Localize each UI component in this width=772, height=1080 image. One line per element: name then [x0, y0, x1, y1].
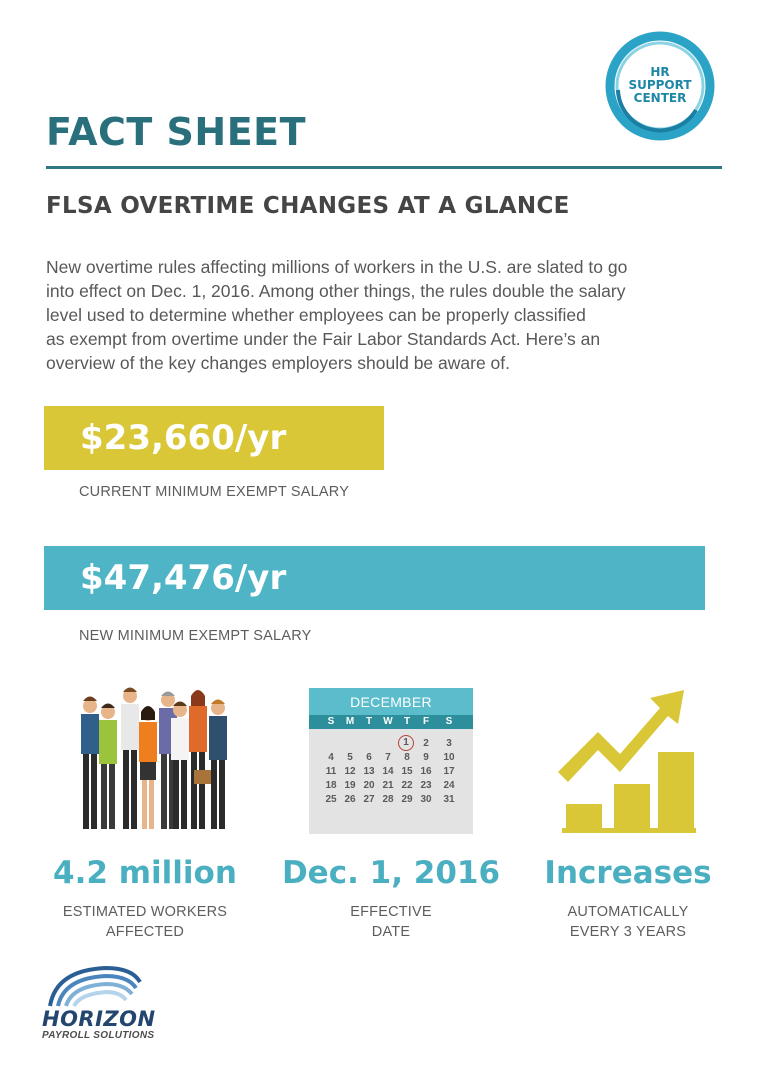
calendar-day: 3 — [446, 738, 452, 749]
intro-line: New overtime rules affecting millions of workers in the U.S. are slated to go — [46, 257, 628, 277]
calendar-day: 8 — [404, 752, 410, 763]
current-salary-amount — [80, 418, 286, 458]
title-divider — [46, 166, 722, 169]
label-line: AUTOMATICALLY — [567, 904, 689, 920]
worker-figure — [189, 690, 212, 829]
intro-line: overview of the key changes employers should be aware of. — [46, 353, 511, 373]
calendar-day: 23 — [420, 780, 432, 791]
calendar-day: 7 — [385, 752, 391, 763]
calendar-day: 15 — [401, 766, 413, 777]
calendar-month: DECEMBER — [309, 688, 473, 715]
calendar-day: 24 — [443, 780, 455, 791]
calendar-day: 13 — [363, 766, 375, 777]
increases-value: Increases — [544, 855, 712, 891]
weekday-label: T — [365, 716, 373, 727]
page-subtitle: FLSA OVERTIME CHANGES AT A GLANCE — [46, 193, 570, 219]
current-salary-bar — [44, 406, 384, 470]
effective-date-value: Dec. 1, 2016 — [281, 855, 501, 891]
workers-group-illustration — [72, 684, 238, 834]
workers-affected-label — [40, 902, 250, 942]
worker-figure — [209, 700, 227, 830]
weekday-label: F — [422, 716, 430, 727]
weekday-label: M — [345, 716, 355, 727]
growth-arrow-icon — [556, 688, 696, 834]
calendar-day: 25 — [325, 794, 337, 805]
new-salary-label: NEW MINIMUM EXEMPT SALARY — [79, 628, 312, 644]
label-line: EVERY 3 YEARS — [569, 924, 687, 940]
calendar-weekdays — [309, 715, 473, 729]
calendar-day: 19 — [344, 780, 356, 791]
intro-paragraph — [46, 255, 726, 375]
calendar-day: 12 — [344, 766, 356, 777]
calendar-day: 5 — [347, 752, 353, 763]
weekday-label: T — [403, 716, 411, 727]
calendar-day: 26 — [344, 794, 356, 805]
december-calendar — [309, 688, 473, 834]
label-line: EFFECTIVE — [350, 904, 432, 920]
new-salary-value: $47,476 — [80, 558, 235, 598]
calendar-day: 16 — [420, 766, 432, 777]
weekday-label: S — [445, 716, 453, 727]
label-line: ESTIMATED WORKERS — [62, 904, 228, 920]
horizon-logo-subtitle: PAYROLL SOLUTIONS — [42, 1030, 155, 1041]
calendar-day: 2 — [423, 738, 429, 749]
calendar-day: 14 — [382, 766, 394, 777]
calendar-day: 18 — [325, 780, 337, 791]
calendar-day: 20 — [363, 780, 375, 791]
calendar-day: 17 — [443, 766, 455, 777]
calendar-day: 30 — [420, 794, 432, 805]
current-salary-unit: /yr — [234, 418, 287, 458]
current-salary-value: $23,660 — [80, 418, 235, 458]
label-line: DATE — [371, 924, 411, 940]
horizon-logo-arcs — [46, 964, 142, 1008]
badge-line-3: CENTER — [633, 91, 687, 105]
current-salary-label: CURRENT MINIMUM EXEMPT SALARY — [79, 484, 350, 500]
weekday-label: S — [327, 716, 335, 727]
workers-affected-value: 4.2 million — [53, 855, 237, 891]
calendar-day: 9 — [423, 752, 429, 763]
worker-figure — [139, 706, 157, 829]
intro-line: into effect on Dec. 1, 2016. Among other things, the rules double the salary — [46, 281, 626, 301]
worker-figure — [99, 704, 117, 830]
calendar-day-highlighted: 1 — [398, 735, 414, 751]
calendar-day: 27 — [363, 794, 375, 805]
worker-figure — [171, 702, 189, 830]
badge-line-2: SUPPORT — [628, 78, 692, 92]
intro-line: as exempt from overtime under the Fair Labor Standards Act. Here’s an — [46, 329, 601, 349]
worker-figure — [81, 697, 99, 830]
hr-support-center-label — [604, 66, 716, 105]
weekday-label: W — [383, 716, 393, 727]
calendar-day: 6 — [366, 752, 372, 763]
calendar-day: 28 — [382, 794, 394, 805]
effective-date-label — [280, 902, 502, 942]
new-salary-amount — [80, 558, 286, 598]
new-salary-bar — [44, 546, 705, 610]
label-line: AFFECTED — [105, 924, 185, 940]
calendar-day: 11 — [325, 766, 337, 777]
badge-line-1: HR — [650, 65, 670, 79]
increases-label — [528, 902, 728, 942]
intro-line: level used to determine whether employees can be properly classified — [46, 305, 586, 325]
worker-figure — [121, 688, 139, 830]
horizon-logo-name: HORIZON — [42, 1007, 156, 1031]
page-title: FACT SHEET — [46, 110, 307, 154]
calendar-day: 29 — [401, 794, 413, 805]
calendar-day: 10 — [443, 752, 455, 763]
calendar-day: 4 — [328, 752, 334, 763]
calendar-day: 22 — [401, 780, 413, 791]
calendar-day: 31 — [443, 794, 455, 805]
calendar-day: 21 — [382, 780, 394, 791]
new-salary-unit: /yr — [234, 558, 287, 598]
